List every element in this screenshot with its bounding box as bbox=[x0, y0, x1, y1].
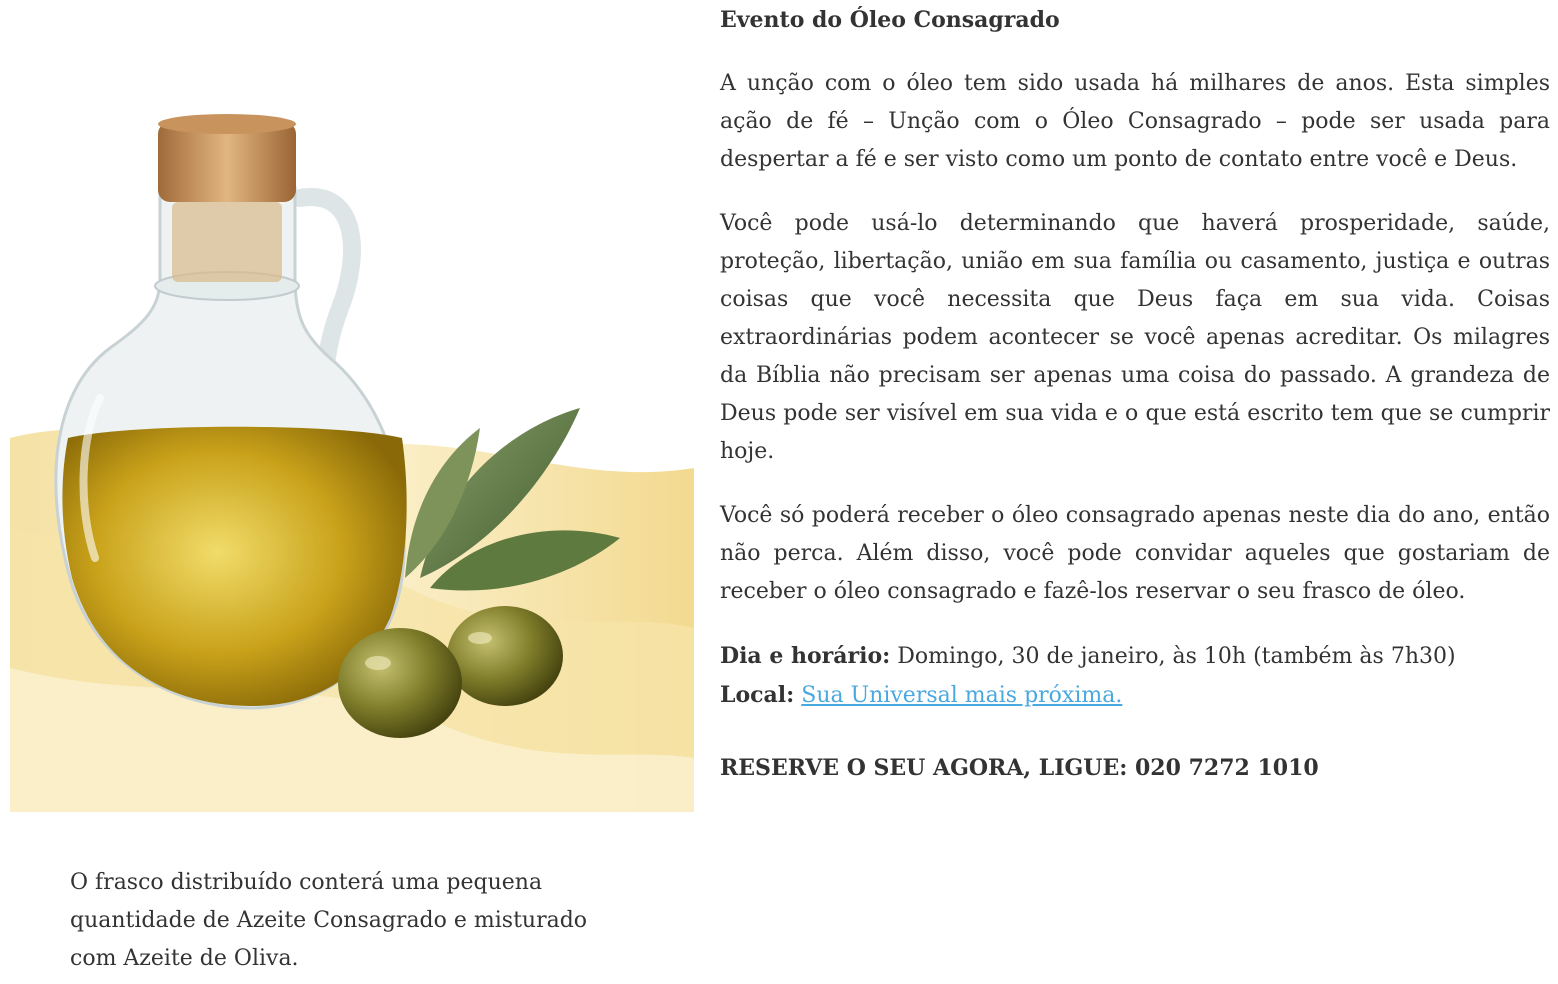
event-title: Evento do Óleo Consagrado bbox=[720, 7, 1060, 33]
schedule-value: Domingo, 30 de janeiro, às 10h (também às 7h30) bbox=[890, 644, 1456, 669]
paragraph-intro: A unção com o óleo tem sido usada há milhares de anos. Esta simples ação de fé – Unção com o Óleo Consagrado – pode ser usada para despertar a fé e ser visto como um ponto de contato entre você e Deus. bbox=[720, 71, 1550, 172]
article-content bbox=[720, 0, 1550, 787]
location-line bbox=[720, 676, 1550, 715]
schedule-label: Dia e horário: bbox=[720, 643, 891, 669]
image-caption: O frasco distribuído conterá uma pequena quantidade de Azeite Consagrado e misturado com Azeite de Oliva. bbox=[70, 870, 588, 971]
location-label: Local: bbox=[720, 682, 795, 708]
location-link[interactable]: Sua Universal mais próxima. bbox=[801, 683, 1123, 708]
paragraph-usage: Você pode usá-lo determinando que haverá prosperidade, saúde, proteção, libertação, união em sua família ou casamento, justiça e outras coisas que você necessita que Deus faça em sua vida. Coisas extraordinárias podem acontecer se você apenas acreditar. Os milagres da Bíblia não precisam ser apenas uma coisa do passado. A grandeza de Deus pode ser visível em sua vida e o que está escrito tem que se cumprir hoje. bbox=[720, 211, 1550, 464]
olive-oil-bottle-illustration bbox=[10, 108, 694, 812]
reserve-call-to-action: RESERVE O SEU AGORA, LIGUE: 020 7272 1010 bbox=[720, 755, 1319, 781]
olive-oil-image bbox=[10, 108, 694, 812]
paragraph-availability: Você só poderá receber o óleo consagrado apenas neste dia do ano, então não perca. Além disso, você pode convidar aqueles que gostariam de receber o óleo consagrado e fazê-los reservar o seu frasco de óleo. bbox=[720, 503, 1550, 604]
schedule-line bbox=[720, 637, 1550, 676]
event-info bbox=[720, 637, 1550, 715]
